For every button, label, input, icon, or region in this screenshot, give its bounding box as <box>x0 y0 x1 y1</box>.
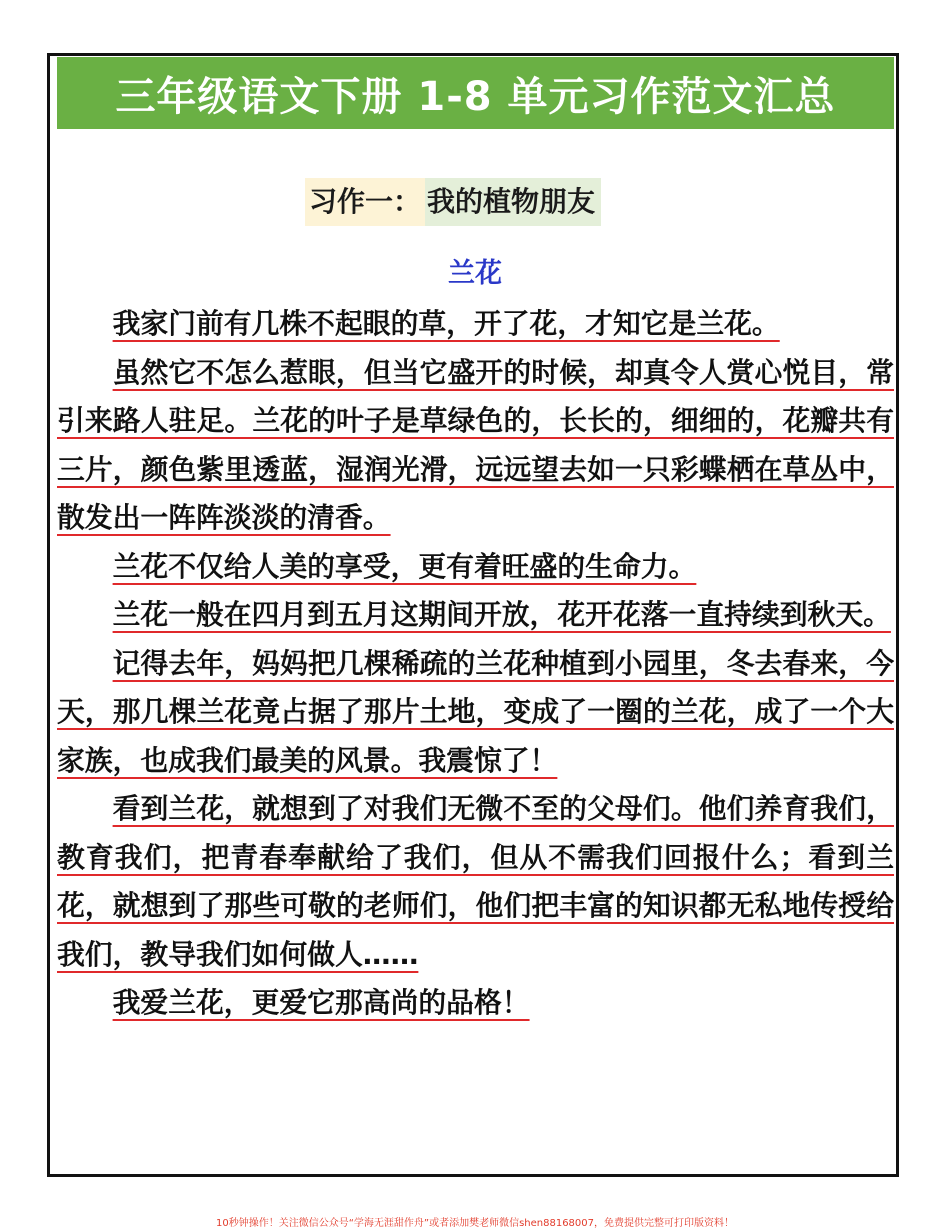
footer-note: 10秒钟操作！关注微信公众号“学海无涯甜作舟”或者添加樊老师微信shen88168007，免费提供完整可打印版资料！ <box>215 1218 735 1229</box>
paragraph-text: 虽然它不怎么惹眼，但当它盛开的时候，却真令人赏心悦目，常引来路人驻足。兰花的叶子是草绿色的，长长的，细细的，花瓣共有三片，颜色紫里透蓝，湿润光滑，远远望去如一只彩蝶栖在草丛中，散发出一阵阵淡淡的清香。 <box>57 355 894 534</box>
essay-body <box>57 300 894 1028</box>
essay-paragraph <box>57 543 894 592</box>
essay-paragraph <box>57 979 894 1028</box>
paragraph-text: 兰花一般在四月到五月这期间开放，花开花落一直持续到秋天。 <box>112 598 891 631</box>
paragraph-text: 我家门前有几株不起眼的草，开了花，才知它是兰花。 <box>112 307 780 340</box>
essay-paragraph <box>57 349 894 543</box>
essay-paragraph <box>57 300 894 349</box>
essay-paragraph <box>57 640 894 786</box>
essay-title: 兰花 <box>448 258 502 289</box>
section-heading <box>305 178 601 226</box>
paragraph-text: 记得去年，妈妈把几棵稀疏的兰花种植到小园里，冬去春来，今天，那几棵兰花竟占据了那片土地，变成了一圈的兰花，成了一个大家族，也成我们最美的风景。我震惊了！ <box>57 646 894 777</box>
page-title: 三年级语文下册 1-8 单元习作范文汇总 <box>115 73 836 120</box>
section-label: 习作一： <box>305 178 425 226</box>
section-topic: 我的植物朋友 <box>425 178 601 226</box>
title-banner <box>57 57 894 129</box>
paragraph-text: 看到兰花，就想到了对我们无微不至的父母们。他们养育我们，教育我们，把青春奉献给了我们，但从不需我们回报什么；看到兰花，就想到了那些可敬的老师们，他们把丰富的知识都无私地传授给我们，教导我们如何做人…… <box>57 792 894 971</box>
paragraph-text: 兰花不仅给人美的享受，更有着旺盛的生命力。 <box>112 549 697 583</box>
essay-paragraph <box>57 785 894 979</box>
paragraph-text: 我爱兰花，更爱它那高尚的品格！ <box>112 986 530 1019</box>
essay-paragraph <box>57 591 894 640</box>
